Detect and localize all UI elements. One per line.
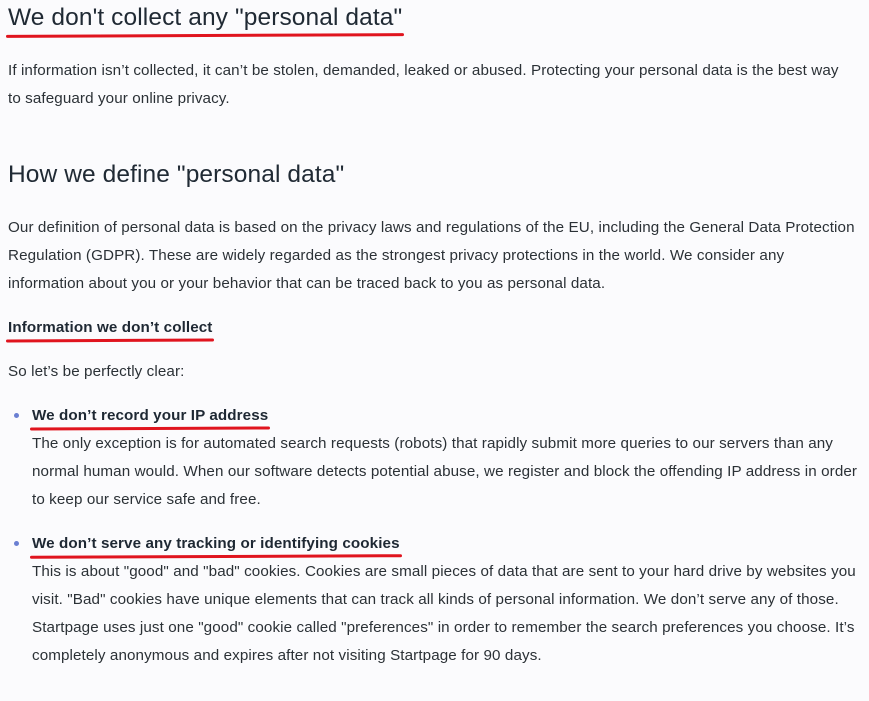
list-item-title [32,407,268,424]
list-item-title-text: We don’t serve any tracking or identifying cookies [32,530,400,558]
definition-paragraph: Our definition of personal data is based on the privacy laws and regulations of the EU, including the General Data Protection Regulation (GDPR). These are widely regarded as the strongest privacy protections in the world. We consider any information about you or your behavior that can be traced back to you as personal data. [8,219,855,292]
list-item-body: The only exception is for automated search requests (robots) that rapidly submit more queries to our servers than any normal human would. When our software detects potential abuse, we register and block the offending IP address in order to keep our service safe and free. [32,435,858,508]
not-collected-heading-text: Information we don’t collect [8,314,212,342]
not-collected-heading [8,314,212,342]
intro-paragraph: If information isn’t collected, it can’t be stolen, demanded, leaked or abused. Protecting your personal data is the best way to safeguard your online privacy. [8,62,839,107]
section-title [8,2,402,34]
section-title-text: We don't collect any "personal data" [8,2,402,34]
not-collected-list [8,402,858,686]
list-item [8,402,858,514]
list-item-title [32,535,400,552]
list-item [8,530,858,670]
definition-heading: How we define "personal data" [8,161,345,188]
clear-statement: So let’s be perfectly clear: [8,363,185,380]
bullet-icon [14,413,19,418]
bullet-icon [14,541,19,546]
list-item-title-text: We don’t record your IP address [32,402,268,430]
list-item-body: This is about "good" and "bad" cookies. Cookies are small pieces of data that are sent to your hard drive by websites you visit. "Bad" cookies have unique elements that can track all kinds of personal information. We don’t serve any of those. Startpage uses just one "good" cookie called "preferences" in order to remember the search preferences you choose. It’s completely anonymous and expires after not visiting Startpage for 90 days. [32,563,856,664]
